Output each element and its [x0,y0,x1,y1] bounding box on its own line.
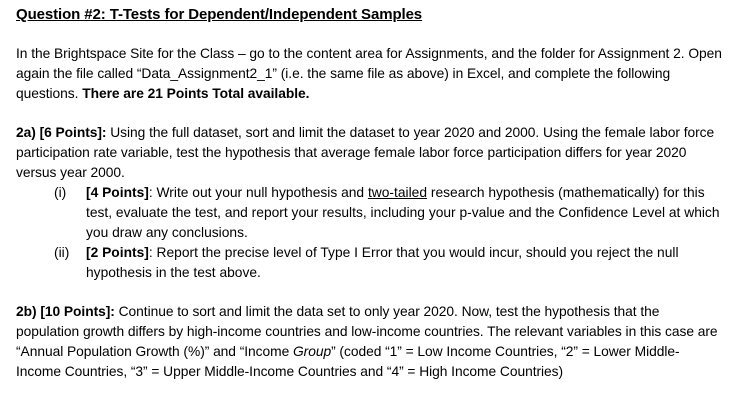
item-body [86,243,724,283]
question-2a-label: 2a) [6 Points]: [16,125,107,140]
item-points-label: [2 Points] [86,245,149,260]
question-2b-text-before: Continue to sort and limit the data set to only year 2020. Now, test the hypothesis that the population growth differs by high-income countries and low-income countries. The relevant variables in this case are “Annual Population Growth (%)” and “Income [16,304,718,359]
paragraph-spacer [16,104,724,123]
question-2b-text-after: ” (coded “1” = Low Income Countries, “2” = Lower Middle-Income Countries, “3” = Upper Middle-Income Countries and “4” = High Income Countries) [16,344,680,379]
item-underlined-term: two-tailed [367,185,428,200]
question-2a-text: Using the full dataset, sort and limit the dataset to year 2020 and 2000. Using the female labor force participation rate variable, test the hypothesis that average female labor force participation differs for year 2020 versus year 2000. [16,125,715,180]
question-2a [16,123,724,183]
question-2a-item-i [54,183,724,243]
item-body [86,183,724,243]
item-number: (ii) [54,245,70,260]
intro-text: In the Brightspace Site for the Class – go to the content area for Assignments, and the folder for Assignment 2. Open again the file called “Data_Assignment2_1” (i.e. the same file as above) in Excel, and complete the following questions. [16,46,722,101]
item-text-before: : Write out your null hypothesis and [148,185,368,200]
question-2b [16,302,724,382]
intro-points-total: There are 21 Points Total available. [82,86,310,101]
paragraph-spacer [16,283,724,302]
item-number: (i) [54,185,67,200]
intro-paragraph [16,44,724,104]
item-points-label: [4 Points] [86,185,149,200]
question-2b-label: 2b) [10 Points]: [16,304,115,319]
question-heading: Question #2: T-Tests for Dependent/Independent Samples [16,6,423,23]
item-text-after: research hypothesis (mathematically) for this test, evaluate the test, and report your results, including your p-value and the Confidence Level at which you draw any conclusions. [86,185,720,240]
item-text: : Report the precise level of Type I Error that you would incur, should you reject the null hypothesis in the test above. [86,245,679,280]
question-2b-italic-term: Group [293,344,332,359]
question-2a-item-ii [54,243,724,283]
